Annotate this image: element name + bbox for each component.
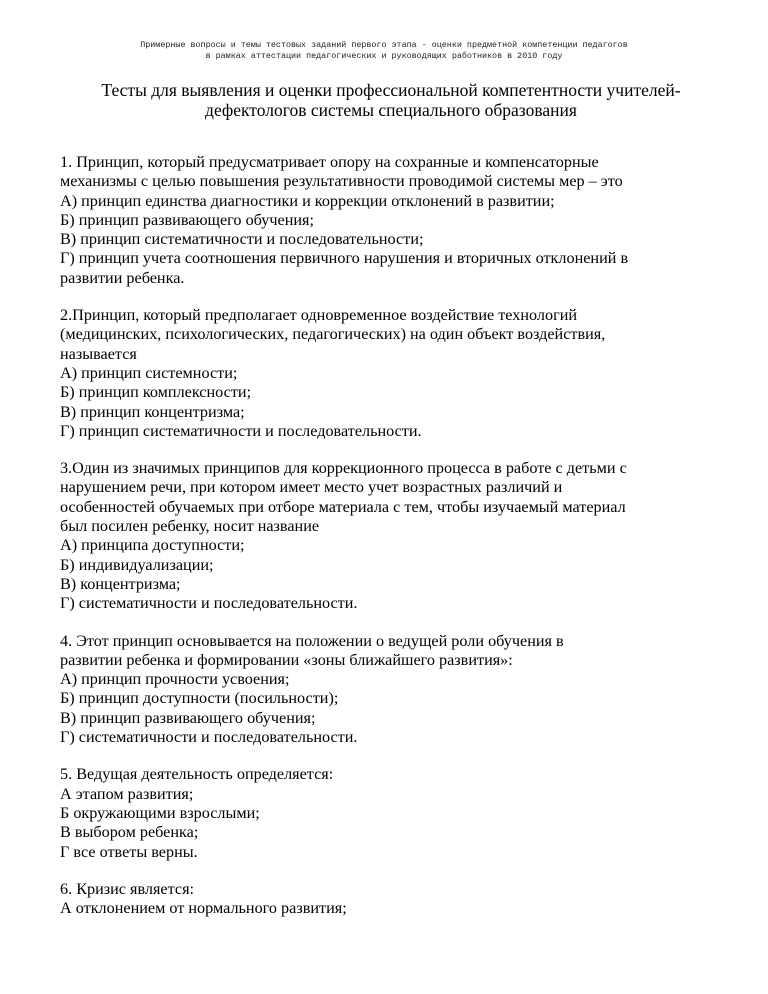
question-3-line: 3.Один из значимых принципов для коррекционного процесса в работе с детьми с xyxy=(60,459,627,478)
question-6-line: 6. Кризис является: xyxy=(60,879,195,898)
question-1 xyxy=(60,153,730,288)
question-3-line: нарушением речи, при котором имеет место учет возрастных различий и xyxy=(60,478,563,497)
question-2 xyxy=(60,306,730,441)
document-title-line-1: Тесты для выявления и оценки профессиональной компетентности учителей- xyxy=(101,80,681,100)
questions-list xyxy=(60,153,730,936)
question-4-line: Г) систематичности и последовательности. xyxy=(60,728,358,747)
question-1-line: 1. Принцип, который предусматривает опору на сохранные и компенсаторные xyxy=(60,153,599,171)
question-1-line: В) принцип систематичности и последовательности; xyxy=(60,230,424,249)
question-1-line: развитии ребенка. xyxy=(60,268,185,287)
question-4-line: развитии ребенка и формировании «зоны ближайшего развития»: xyxy=(60,650,513,669)
question-1-line: Г) принцип учета соотношения первичного нарушения и вторичных отклонений в xyxy=(60,249,629,268)
question-2-line: 2.Принцип, который предполагает одновременное воздействие технологий xyxy=(60,306,578,325)
running-header-line-1: Примерные вопросы и темы тестовых заданий первого этапа - оценки предметной компетенции педагогов xyxy=(140,40,628,50)
question-3-line: Б) индивидуализации; xyxy=(60,555,214,574)
question-2-line: А) принцип системности; xyxy=(60,363,238,382)
question-3-line: А) принципа доступности; xyxy=(60,536,245,555)
question-4 xyxy=(60,632,730,748)
question-1-line: А) принцип единства диагностики и коррекции отклонений в развитии; xyxy=(60,191,555,210)
question-3 xyxy=(60,459,730,613)
document-title-line-2: дефектологов системы специального образования xyxy=(205,100,577,120)
question-2-line: Г) принцип систематичности и последовательности. xyxy=(60,421,422,440)
question-5 xyxy=(60,765,730,861)
question-6-line: А отклонением от нормального развития; xyxy=(60,899,347,918)
question-5-line: В выбором ребенка; xyxy=(60,823,199,842)
question-2-line: называется xyxy=(60,344,137,363)
running-header-line-2: в рамках аттестации педагогических и руководящих работников в 2010 году xyxy=(205,51,563,61)
question-3-line: был посилен ребенку, носит название xyxy=(60,517,320,536)
question-5-line: 5. Ведущая деятельность определяется: xyxy=(60,765,334,784)
question-4-line: В) принцип развивающего обучения; xyxy=(60,708,316,727)
question-2-line: Б) принцип комплексности; xyxy=(60,383,252,402)
question-4-line: А) принцип прочности усвоения; xyxy=(60,670,290,689)
question-5-line: Б окружающими взрослыми; xyxy=(60,803,260,822)
question-4-line: 4. Этот принцип основывается на положении о ведущей роли обучения в xyxy=(60,631,564,650)
question-6 xyxy=(60,880,730,919)
question-1-line: механизмы с целью повышения результативности проводимой системы мер – это xyxy=(60,172,623,191)
question-1-line: Б) принцип развивающего обучения; xyxy=(60,210,314,229)
question-2-line: (медицинских, психологических, педагогических) на один объект воздействия, xyxy=(60,325,606,344)
question-5-line: А этапом развития; xyxy=(60,784,194,803)
question-3-line: В) концентризма; xyxy=(60,574,181,593)
question-3-line: Г) систематичности и последовательности. xyxy=(60,594,358,613)
running-header xyxy=(0,40,768,62)
question-3-line: особенностей обучаемых при отборе материала с тем, чтобы изучаемый материал xyxy=(60,497,626,516)
question-2-line: В) принцип концентризма; xyxy=(60,402,245,421)
question-5-line: Г все ответы верны. xyxy=(60,842,198,861)
document-title xyxy=(60,80,722,120)
question-4-line: Б) принцип доступности (посильности); xyxy=(60,689,339,708)
